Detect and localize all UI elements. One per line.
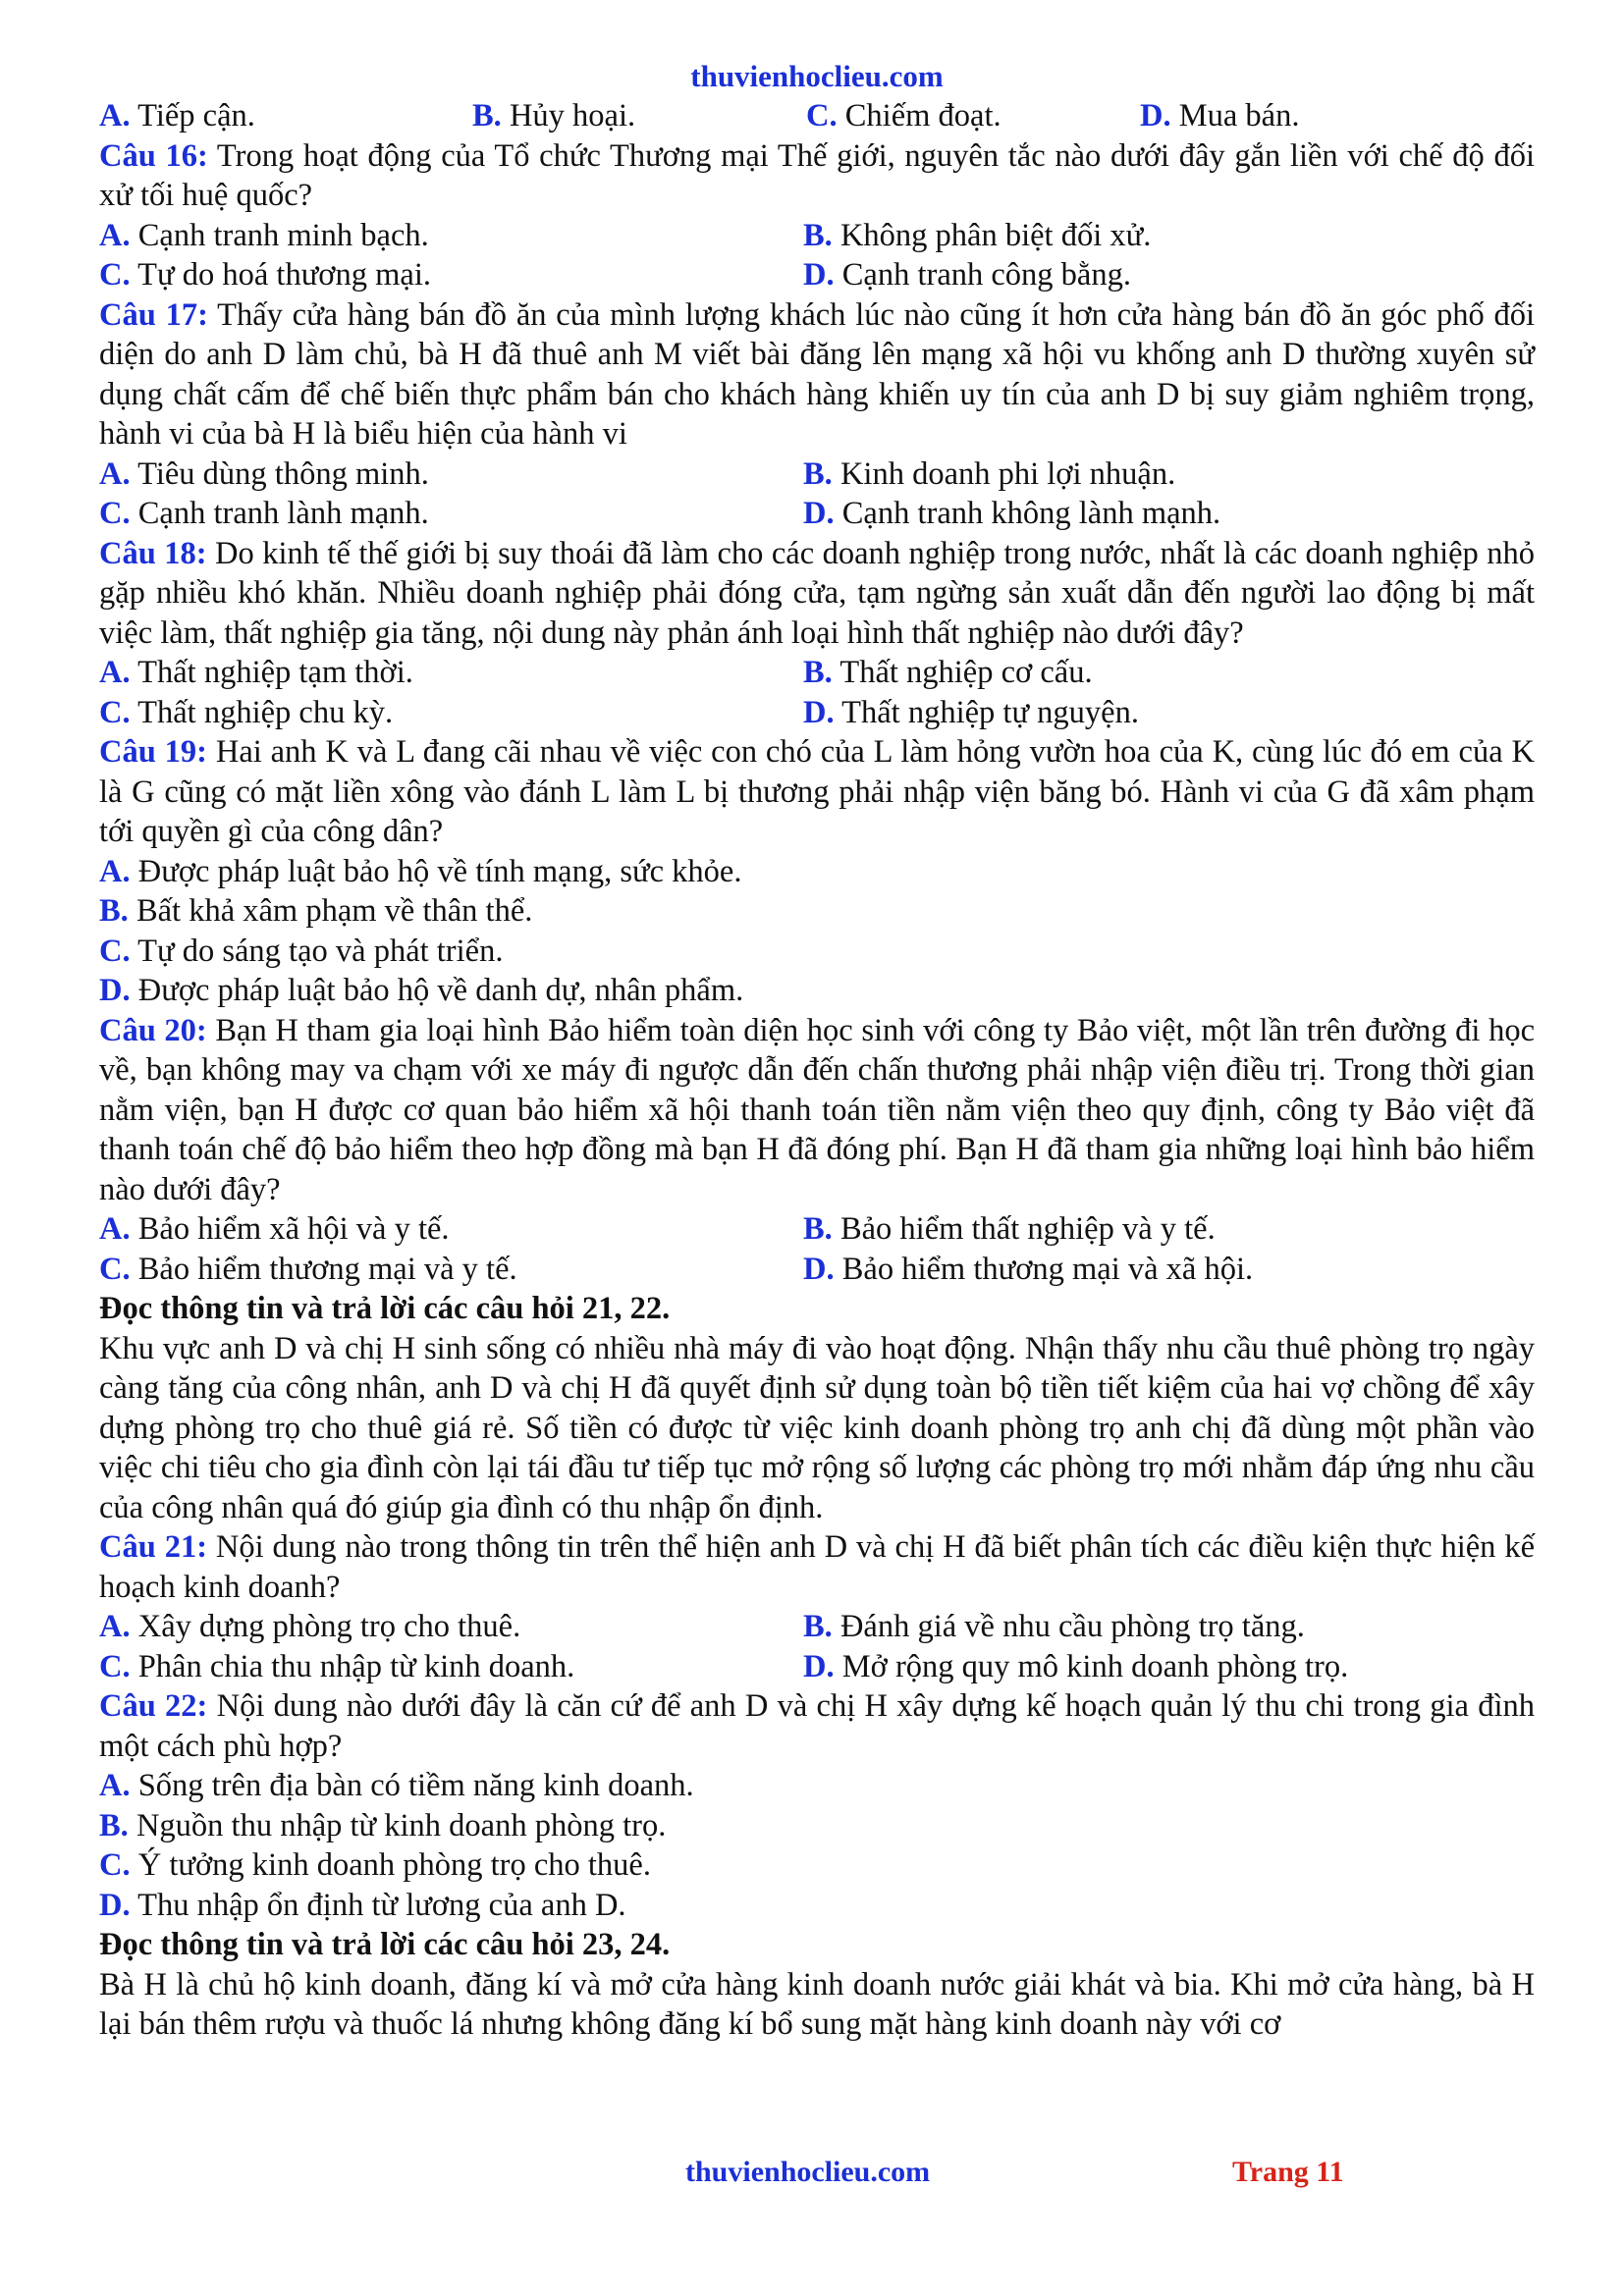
question-label: Câu 19: (99, 734, 207, 770)
passage-heading-21-22: Đọc thông tin và trả lời các câu hỏi 21, 22. (99, 1291, 671, 1326)
option-text: Sống trên địa bàn có tiềm năng kinh doanh. (130, 1768, 694, 1803)
option-text: Mua bán. (1170, 98, 1300, 133)
option-text: Thu nhập ổn định từ lương của anh D. (130, 1887, 626, 1923)
option-c (99, 255, 803, 295)
option-c (99, 693, 803, 733)
option-d (99, 971, 1535, 1011)
option-letter: B. (99, 1807, 129, 1843)
question-22 (99, 1686, 1535, 1766)
q16-options-row-2 (99, 255, 1535, 295)
option-c (99, 1647, 803, 1687)
question-18 (99, 534, 1535, 654)
option-letter: B. (803, 1609, 833, 1644)
option-text: Bảo hiểm thương mại và xã hội. (834, 1251, 1254, 1287)
option-letter: B. (803, 455, 833, 492)
option-b (803, 1209, 1535, 1250)
option-c (99, 1250, 803, 1290)
option-letter: C. (99, 1251, 131, 1287)
question-16 (99, 136, 1535, 216)
option-letter: C. (99, 1847, 131, 1883)
option-text: Tự do sáng tạo và phát triển. (130, 933, 504, 969)
option-a (99, 216, 803, 256)
option-b (803, 1607, 1535, 1647)
q15-options (99, 96, 1535, 136)
q18-options-row-1 (99, 653, 1535, 693)
option-letter: C. (806, 98, 838, 133)
option-text: Cạnh tranh công bằng. (834, 257, 1131, 293)
option-letter: D. (1140, 98, 1171, 133)
option-d (99, 1886, 1535, 1926)
option-letter: A. (99, 1768, 131, 1803)
option-a (99, 852, 1535, 892)
option-text: Đánh giá về nhu cầu phòng trọ tăng. (832, 1609, 1305, 1644)
option-a (99, 653, 803, 693)
option-d (803, 1250, 1535, 1290)
option-letter: D. (803, 496, 835, 531)
question-20 (99, 1011, 1535, 1210)
option-b (472, 96, 806, 136)
option-letter: A. (99, 217, 131, 253)
q20-options-row-2 (99, 1250, 1535, 1290)
option-letter: A. (99, 655, 131, 690)
option-d (1140, 96, 1535, 136)
option-text: Cạnh tranh minh bạch. (130, 217, 429, 253)
question-text: Hai anh K và L đang cãi nhau về việc con chó của L làm hỏng vườn hoa của K, cùng lúc đó em của K là G cũng có mặt liền xông vào đánh L làm L bị thương phải nhập viện băng bó. Hành vi của G đã xâm phạm tới quyền gì của công dân? (99, 734, 1535, 849)
option-text: Bảo hiểm thất nghiệp và y tế. (832, 1211, 1216, 1247)
option-d (803, 693, 1535, 733)
option-text: Được pháp luật bảo hộ về danh dự, nhân phẩm. (130, 973, 744, 1008)
q18-options-row-2 (99, 693, 1535, 733)
option-b (99, 1806, 1535, 1846)
option-text: Bất khả xâm phạm về thân thể. (128, 893, 533, 929)
q21-options-row-2 (99, 1647, 1535, 1687)
option-text: Xây dựng phòng trọ cho thuê. (130, 1609, 521, 1644)
option-text: Tiêu dùng thông minh. (130, 455, 429, 492)
passage-text-21-22: Khu vực anh D và chị H sinh sống có nhiều nhà máy đi vào hoạt động. Nhận thấy nhu cầu thuê phòng trọ ngày càng tăng của công nhân, anh D và chị H đã quyết định sử dụng toàn bộ tiền tiết kiệm của hai vợ chồng để xây dựng phòng trọ cho thuê giá rẻ. Số tiền có được từ việc kinh doanh phòng trọ anh chị đã dùng một phần vào việc chi tiêu cho gia đình còn lại tái đầu tư tiếp tục mở rộng số lượng các phòng trọ mới nhằm đáp ứng nhu cầu của công nhân quá đó giúp gia đình có thu nhập ổn định. (99, 1330, 1535, 1525)
option-c (806, 96, 1140, 136)
q17-options-row-1 (99, 454, 1535, 495)
option-b (803, 653, 1535, 693)
q16-options-row-1 (99, 216, 1535, 256)
question-text: Do kinh tế thế giới bị suy thoái đã làm cho các doanh nghiệp trong nước, nhất là các doanh nghiệp nhỏ gặp nhiều khó khăn. Nhiều doanh nghiệp phải đóng cửa, tạm ngừng sản xuất dẫn đến người lao động bị mất việc làm, thất nghiệp gia tăng, nội dung này phản ánh loại hình thất nghiệp nào dưới đây? (99, 535, 1535, 651)
option-a (99, 96, 472, 136)
q17-options-row-2 (99, 494, 1535, 534)
option-letter: D. (99, 1887, 131, 1923)
option-letter: D. (803, 1648, 835, 1684)
footer-site: thuvienhoclieu.com (685, 2156, 931, 2188)
option-letter: D. (803, 694, 835, 730)
passage-text-23-24: Bà H là chủ hộ kinh doanh, đăng kí và mở cửa hàng kinh doanh nước giải khát và bia. Khi mở cửa hàng, bà H lại bán thêm rượu và thuốc lá nhưng không đăng kí bổ sung mặt hàng kinh doanh này với cơ (99, 1966, 1535, 2042)
question-text: Nội dung nào trong thông tin trên thể hiện anh D và chị H đã biết phân tích các điều kiện thực hiện kế hoạch kinh doanh? (99, 1529, 1535, 1605)
option-text: Thất nghiệp cơ cấu. (832, 655, 1093, 690)
option-text: Tiếp cận. (130, 98, 255, 133)
option-text: Bảo hiểm thương mại và y tế. (130, 1251, 517, 1287)
option-text: Được pháp luật bảo hộ về tính mạng, sức khỏe. (130, 853, 742, 889)
option-text: Cạnh tranh không lành mạnh. (834, 496, 1221, 531)
passage-heading-23-24: Đọc thông tin và trả lời các câu hỏi 23, 24. (99, 1927, 671, 1962)
option-letter: C. (99, 1648, 131, 1684)
option-text: Hủy hoại. (501, 98, 636, 133)
question-text: Thấy cửa hàng bán đồ ăn của mình lượng khách lúc nào cũng ít hơn cửa hàng bán đồ ăn góc phố đối diện do anh D làm chủ, bà H đã thuê anh M viết bài đăng lên mạng xã hội vu khống anh D thường xuyên sử dụng chất cấm để chế biến thực phẩm bán cho khách hàng khiến uy tín của anh D bị suy giảm nghiêm trọng, hành vi của bà H là biểu hiện của hành vi (99, 296, 1536, 452)
option-letter: C. (99, 496, 131, 531)
option-a (99, 1766, 1535, 1806)
option-letter: A. (99, 853, 131, 889)
option-letter: C. (99, 933, 131, 969)
option-letter: B. (803, 217, 833, 253)
option-letter: A. (99, 1211, 131, 1247)
question-text: Bạn H tham gia loại hình Bảo hiểm toàn diện học sinh với công ty Bảo việt, một lần trên đường đi học về, bạn không may va chạm với xe máy đi ngược dẫn đến chấn thương phải nhập viện điều trị. Trong thời gian nằm viện, bạn H được cơ quan bảo hiểm xã hội thanh toán tiền nằm viện theo quy định, công ty Bảo việt đã thanh toán chế độ bảo hiểm theo hợp đồng mà bạn H đã đóng phí. Bạn H đã tham gia những loại hình bảo hiểm nào dưới đây? (99, 1012, 1535, 1207)
option-letter: A. (99, 98, 131, 133)
option-b (803, 216, 1535, 256)
option-letter: D. (803, 257, 835, 293)
option-letter: D. (99, 973, 131, 1008)
question-label: Câu 17: (99, 296, 208, 333)
question-text: Nội dung nào dưới đây là căn cứ để anh D và chị H xây dựng kế hoạch quản lý thu chi trong gia đình một cách phù hợp? (99, 1688, 1535, 1764)
option-letter: B. (803, 655, 833, 690)
option-d (803, 494, 1535, 534)
question-17 (99, 295, 1535, 454)
question-label: Câu 21: (99, 1529, 208, 1565)
option-text: Cạnh tranh lành mạnh. (130, 496, 429, 531)
option-text: Thất nghiệp tạm thời. (130, 655, 413, 690)
option-a (99, 454, 803, 495)
option-letter: D. (803, 1251, 835, 1287)
option-letter: B. (472, 98, 502, 133)
document-page (99, 57, 1535, 2045)
option-letter: A. (99, 455, 131, 492)
option-text: Phân chia thu nhập từ kinh doanh. (130, 1648, 575, 1684)
option-text: Nguồn thu nhập từ kinh doanh phòng trọ. (128, 1807, 667, 1843)
question-21 (99, 1527, 1535, 1607)
option-text: Chiếm đoạt. (837, 98, 1001, 133)
header-site: thuvienhoclieu.com (690, 59, 944, 93)
option-d (803, 255, 1535, 295)
page-number: Trang 11 (1232, 2156, 1344, 2188)
q20-options-row-1 (99, 1209, 1535, 1250)
option-text: Bảo hiểm xã hội và y tế. (130, 1211, 450, 1247)
option-c (99, 1845, 1535, 1886)
option-letter: B. (803, 1211, 833, 1247)
option-text: Thất nghiệp tự nguyện. (834, 694, 1139, 730)
option-b (803, 454, 1535, 495)
question-19 (99, 732, 1535, 852)
option-d (803, 1647, 1535, 1687)
option-text: Ý tưởng kinh doanh phòng trọ cho thuê. (130, 1847, 651, 1883)
option-letter: C. (99, 257, 131, 293)
option-a (99, 1607, 803, 1647)
option-letter: C. (99, 694, 131, 730)
option-letter: B. (99, 893, 129, 929)
option-text: Không phân biệt đối xử. (832, 217, 1152, 253)
question-text: Trong hoạt động của Tổ chức Thương mại Thế giới, nguyên tắc nào dưới đây gắn liền với chế độ đối xử tối huệ quốc? (99, 137, 1535, 213)
q21-options-row-1 (99, 1607, 1535, 1647)
option-c (99, 494, 803, 534)
question-label: Câu 22: (99, 1688, 208, 1724)
option-letter: A. (99, 1609, 131, 1644)
question-label: Câu 20: (99, 1012, 207, 1048)
option-a (99, 1209, 803, 1250)
option-text: Kinh doanh phi lợi nhuận. (832, 455, 1176, 492)
option-text: Tự do hoá thương mại. (130, 257, 431, 293)
question-label: Câu 18: (99, 535, 207, 571)
option-c (99, 932, 1535, 972)
page-footer (0, 2156, 1624, 2195)
option-b (99, 891, 1535, 932)
option-text: Thất nghiệp chu kỳ. (130, 694, 394, 730)
question-label: Câu 16: (99, 137, 208, 174)
option-text: Mở rộng quy mô kinh doanh phòng trọ. (834, 1648, 1349, 1684)
